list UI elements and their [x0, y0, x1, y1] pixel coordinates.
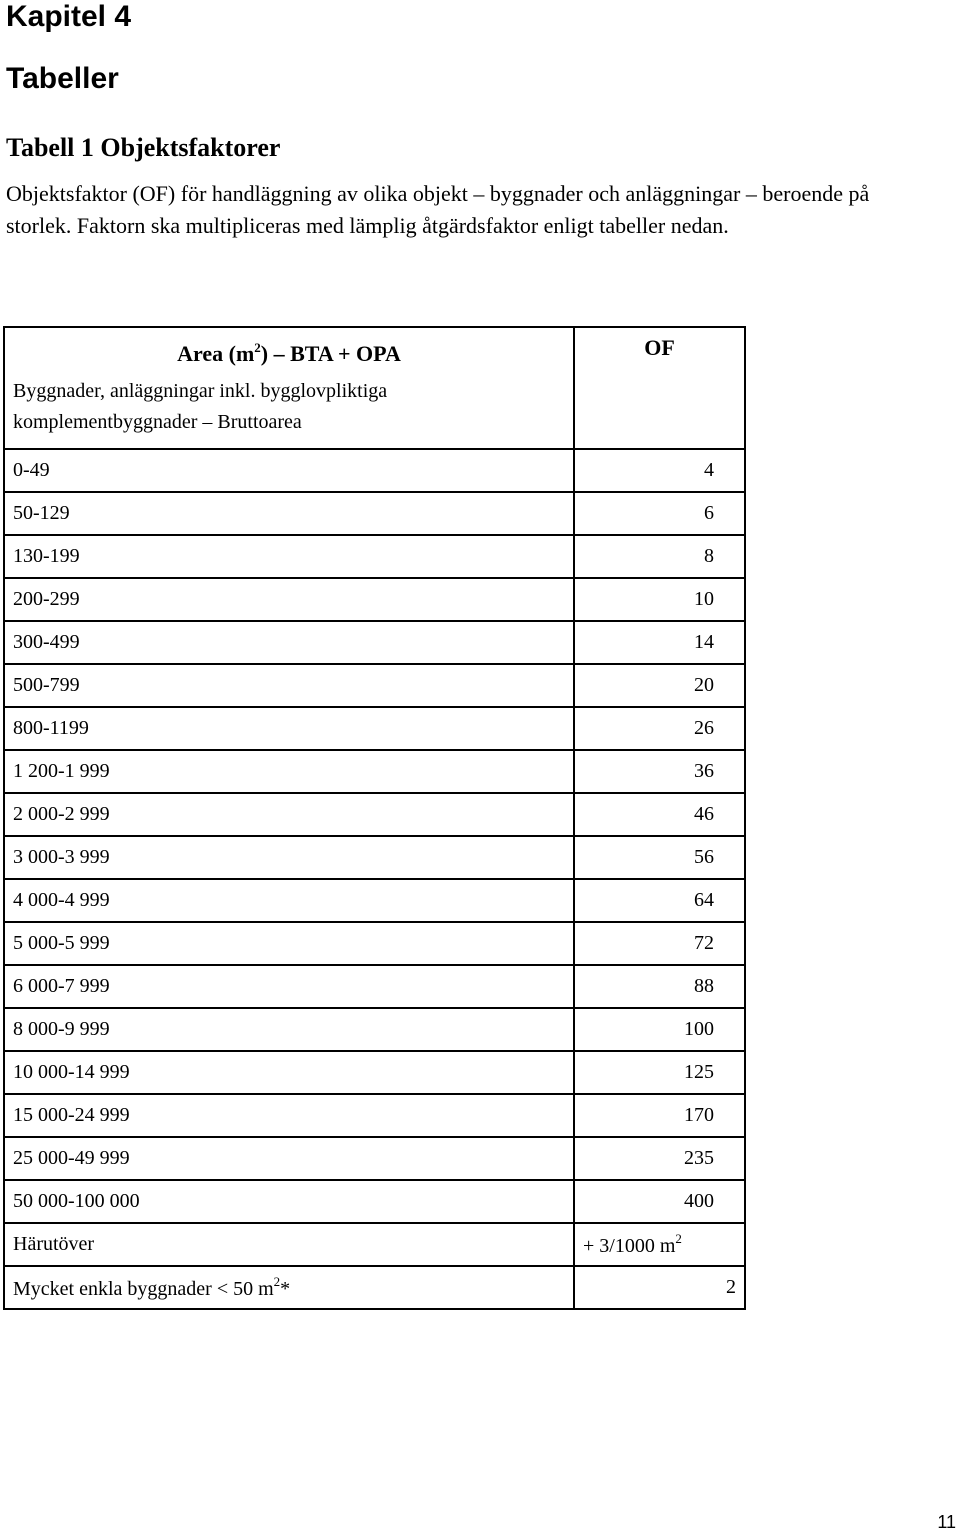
simple-label-suffix: *	[280, 1278, 291, 1300]
table-row	[4, 492, 745, 535]
area-range-cell: 50 000-100 000	[4, 1180, 574, 1223]
of-value-cell: 14	[574, 621, 745, 664]
table-row	[4, 1094, 745, 1137]
table-row	[4, 1180, 745, 1223]
above-of-cell	[574, 1223, 745, 1266]
chapter-heading: Kapitel 4	[6, 0, 132, 33]
of-value-cell: 20	[574, 664, 745, 707]
table-row	[4, 1008, 745, 1051]
area-range-cell: 8 000-9 999	[4, 1008, 574, 1051]
area-range-cell: 200-299	[4, 578, 574, 621]
area-range-cell: 6 000-7 999	[4, 965, 574, 1008]
simple-label-cell	[4, 1266, 574, 1309]
of-value-cell: 88	[574, 965, 745, 1008]
table-row	[4, 750, 745, 793]
area-range-cell: 2 000-2 999	[4, 793, 574, 836]
object-factor-table	[3, 326, 746, 1310]
area-range-cell: 50-129	[4, 492, 574, 535]
table-row	[4, 836, 745, 879]
section-heading: Tabeller	[6, 62, 119, 95]
area-header-sup: 2	[254, 340, 261, 355]
table-row	[4, 621, 745, 664]
area-header-suffix: ) – BTA + OPA	[260, 341, 401, 366]
area-range-cell: 1 200-1 999	[4, 750, 574, 793]
of-value-cell: 36	[574, 750, 745, 793]
of-value-cell: 64	[574, 879, 745, 922]
table-row	[4, 879, 745, 922]
of-header-cell: OF	[574, 327, 745, 449]
table-row	[4, 793, 745, 836]
table-row	[4, 449, 745, 492]
table-header-row	[4, 327, 745, 449]
of-value-cell: 125	[574, 1051, 745, 1094]
simple-label-prefix: Mycket enkla byggnader < 50 m	[13, 1278, 274, 1300]
area-range-cell: 0-49	[4, 449, 574, 492]
table-row	[4, 664, 745, 707]
area-range-cell: 500-799	[4, 664, 574, 707]
area-range-cell: 300-499	[4, 621, 574, 664]
table-row	[4, 535, 745, 578]
table-row-above	[4, 1223, 745, 1266]
of-value-cell: 4	[574, 449, 745, 492]
table-row	[4, 1137, 745, 1180]
of-value-cell: 170	[574, 1094, 745, 1137]
of-value-cell: 26	[574, 707, 745, 750]
area-header-title	[5, 328, 573, 374]
of-value-cell: 46	[574, 793, 745, 836]
area-range-cell: 3 000-3 999	[4, 836, 574, 879]
area-range-cell: 25 000-49 999	[4, 1137, 574, 1180]
area-range-cell: 130-199	[4, 535, 574, 578]
of-value-cell: 10	[574, 578, 745, 621]
of-value-cell: 400	[574, 1180, 745, 1223]
table-row	[4, 1051, 745, 1094]
table-row	[4, 965, 745, 1008]
above-label-cell: Härutöver	[4, 1223, 574, 1266]
area-range-cell: 15 000-24 999	[4, 1094, 574, 1137]
area-range-cell: 4 000-4 999	[4, 879, 574, 922]
of-value-cell: 100	[574, 1008, 745, 1051]
of-value-cell: 72	[574, 922, 745, 965]
above-of-prefix: + 3/1000 m	[583, 1235, 676, 1257]
table-title: Tabell 1 Objektsfaktorer	[6, 133, 281, 162]
of-value-cell: 6	[574, 492, 745, 535]
area-range-cell: 10 000-14 999	[4, 1051, 574, 1094]
simple-of-cell: 2	[574, 1266, 745, 1309]
area-range-cell: 5 000-5 999	[4, 922, 574, 965]
area-header-prefix: Area (m	[177, 341, 255, 366]
simple-label-sup: 2	[273, 1274, 281, 1289]
area-range-cell: 800-1199	[4, 707, 574, 750]
table-row	[4, 578, 745, 621]
of-value-cell: 8	[574, 535, 745, 578]
page-number: 11	[937, 1512, 956, 1532]
table-row-simple	[4, 1266, 745, 1309]
above-of-sup: 2	[675, 1231, 682, 1246]
table-row	[4, 922, 745, 965]
of-value-cell: 56	[574, 836, 745, 879]
area-header-cell	[4, 327, 574, 449]
table-row	[4, 707, 745, 750]
intro-paragraph: Objektsfaktor (OF) för handläggning av olika objekt – byggnader och anläggningar – beroende på storlek. Faktorn ska multipliceras med lämplig åtgärdsfaktor enligt tabeller nedan.	[6, 181, 870, 238]
area-header-description: Byggnader, anläggningar inkl. bygglovpliktiga komplementbyggnader – Bruttoarea	[13, 380, 388, 433]
of-value-cell: 235	[574, 1137, 745, 1180]
